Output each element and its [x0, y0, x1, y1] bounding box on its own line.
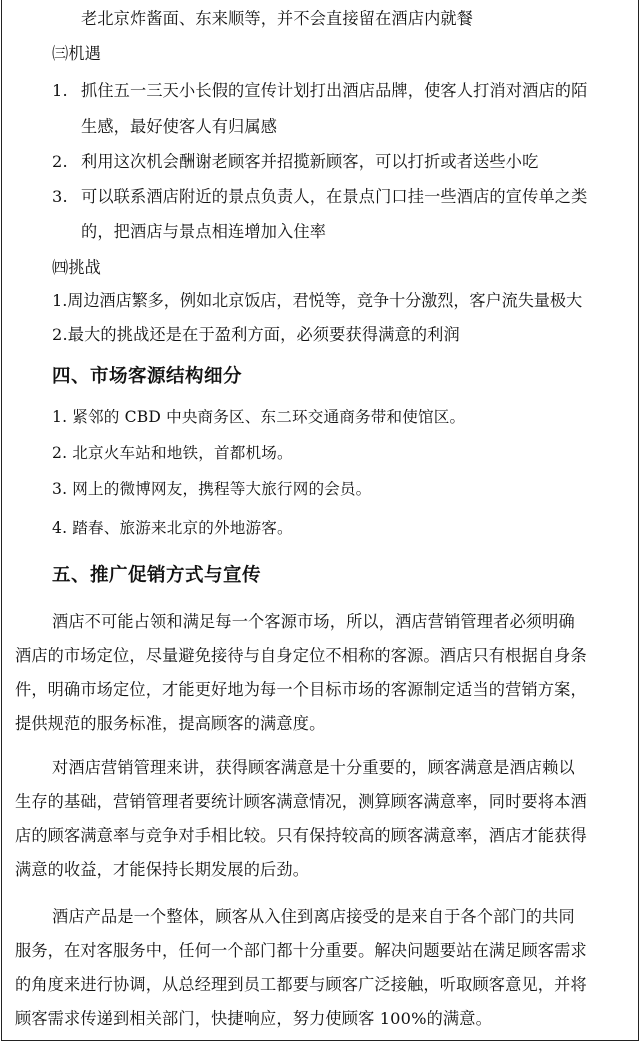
list-number: 2.	[52, 152, 68, 171]
paragraph-1-line-3: 件，明确市场定位，才能更好地为每一个目标市场的客源制定适当的营销方案，	[15, 680, 587, 699]
paragraph-1-line-4: 提供规范的服务标准，提高顾客的满意度。	[15, 714, 326, 733]
list-text: 可以联系酒店附近的景点负责人，在景点门口挂一些酒店的宣传单之类	[81, 187, 588, 206]
paragraph-3-line-2: 服务，在对客服务中，任何一个部门都十分重要。解决问题要站在满足顾客需求	[15, 941, 587, 960]
paragraph-3-line-4: 顾客需求传递到相关部门，快捷响应，努力使顾客 100%的满意。	[15, 1009, 492, 1028]
opportunity-item-1-cont: 生感，最好使客人有归属感	[81, 117, 278, 136]
paragraph-3-line-3: 的角度来进行协调，从总经理到员工都要与顾客广泛接触，听取顾客意见，并将	[15, 975, 587, 994]
list-text: 利用这次机会酬谢老顾客并招揽新顾客，可以打折或者送些小吃	[81, 152, 539, 171]
intro-line: 老北京炸酱面、东来顺等，并不会直接留在酒店内就餐	[81, 9, 474, 28]
opportunity-item-3-cont: 的，把酒店与景点相连增加入住率	[81, 222, 327, 241]
paragraph-2-line-3: 店的顾客满意率与竞争对手相比较。只有保持较高的顾客满意率，酒店才能获得	[15, 826, 587, 845]
segment-item-1: 1. 紧邻的 CBD 中央商务区、东二环交通商务带和使馆区。	[52, 408, 466, 426]
paragraph-1-line-2: 酒店的市场定位，尽量避免接待与自身定位不相称的客源。酒店只有根据自身条	[15, 646, 587, 665]
section-4-heading: 四、市场客源结构细分	[52, 366, 243, 387]
paragraph-2-line-4: 满意的收益，才能保持长期发展的后劲。	[15, 860, 310, 879]
opportunity-item-3	[52, 187, 587, 207]
paragraph-3-line-1: 酒店产品是一个整体，顾客从入住到离店接受的是来自于各个部门的共同	[52, 907, 575, 926]
list-text: 抓住五一三天小长假的宣传计划打出酒店品牌，使客人打消对酒店的陌	[81, 81, 588, 100]
list-number: 1.	[52, 81, 68, 100]
list-number: 3.	[52, 187, 68, 206]
opportunity-item-2	[52, 152, 538, 172]
paragraph-2-line-1: 对酒店营销管理来讲，获得顾客满意是十分重要的，顾客满意是酒店赖以	[52, 758, 575, 777]
challenge-item-2: 2.最大的挑战还是在于盈利方面，必须要获得满意的利润	[52, 325, 460, 344]
section-5-heading: 五、推广促销方式与宣传	[52, 565, 262, 586]
segment-item-4: 4. 踏春、旅游来北京的外地游客。	[52, 519, 293, 537]
segment-item-2: 2. 北京火车站和地铁，首都机场。	[52, 444, 293, 462]
opportunity-item-1	[52, 81, 587, 101]
paragraph-2-line-2: 生存的基础，营销管理者要统计顾客满意情况，测算顾客满意率，同时要将本酒	[15, 792, 587, 811]
challenges-heading: ㈣挑战	[52, 258, 102, 277]
paragraph-1-line-1: 酒店不可能占领和满足每一个客源市场，所以，酒店营销管理者必须明确	[52, 612, 575, 631]
opportunities-heading: ㈢机遇	[52, 44, 102, 63]
challenge-item-1: 1.周边酒店繁多，例如北京饭店，君悦等，竞争十分激烈，客户流失量极大	[52, 291, 583, 310]
document-page	[1, 0, 639, 1041]
segment-item-3: 3. 网上的微博网友，携程等大旅行网的会员。	[52, 480, 372, 498]
